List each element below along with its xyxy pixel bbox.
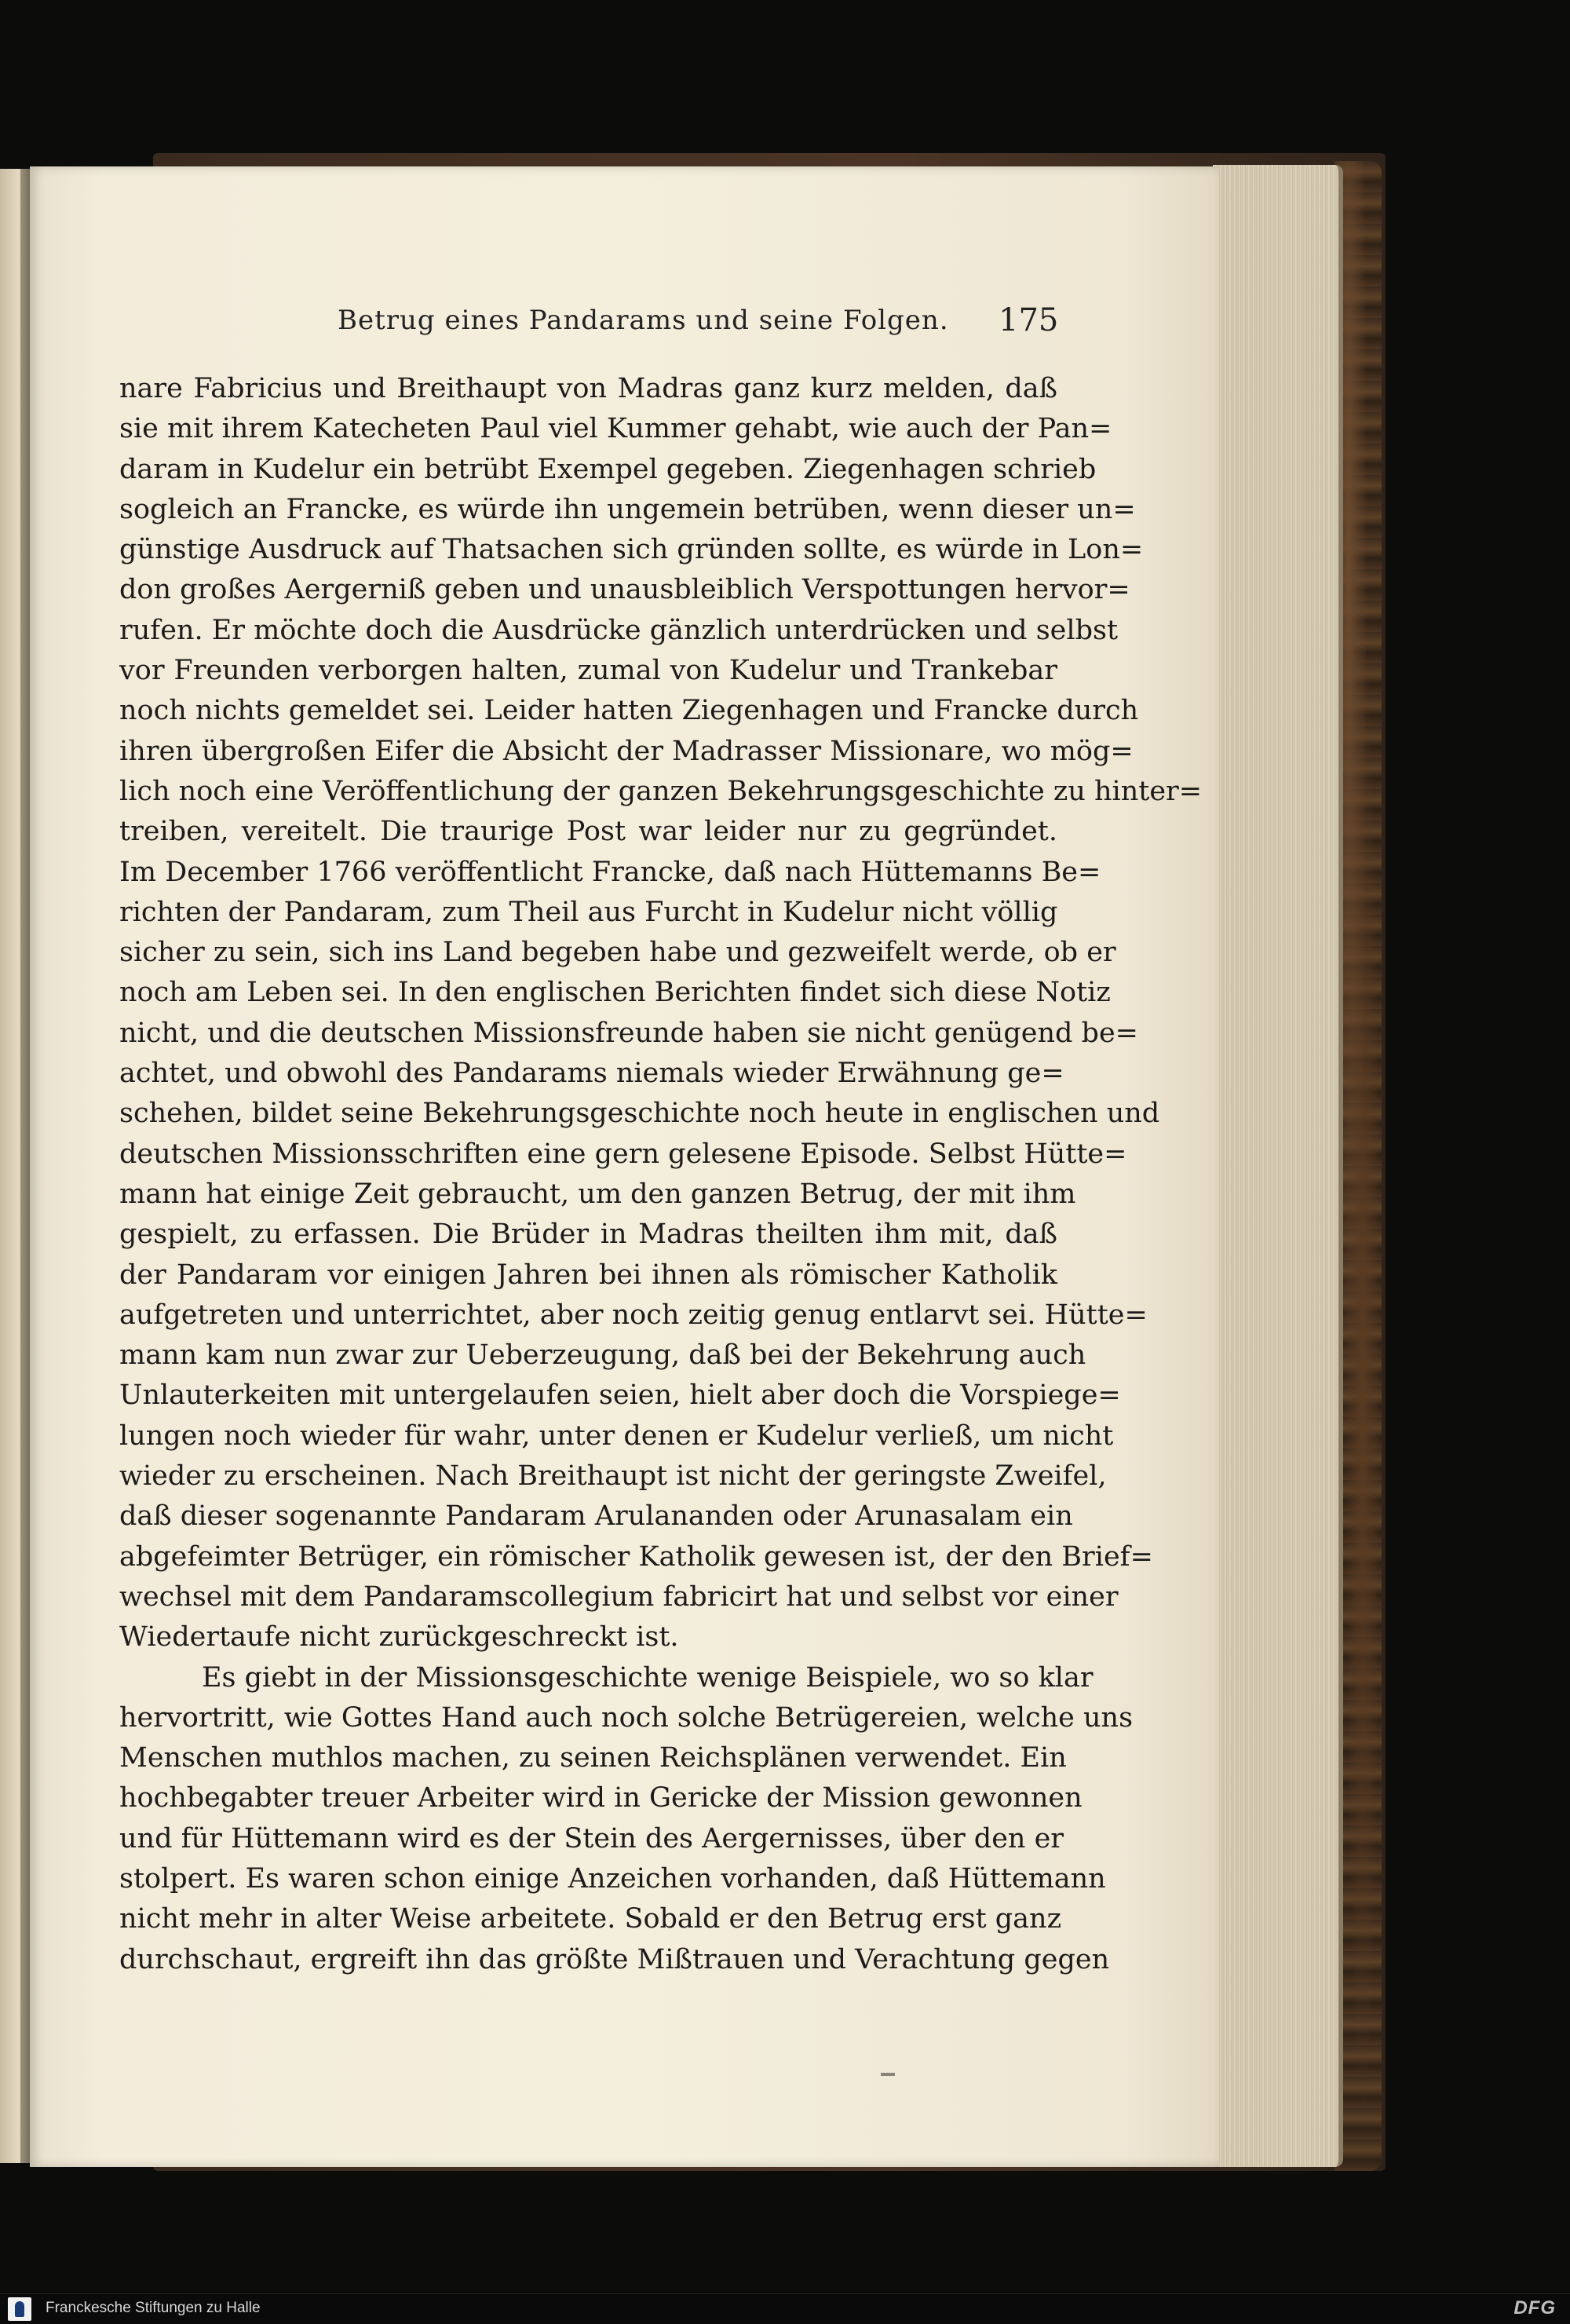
text-line: achtet, und obwohl des Pandarams niemals wieder Erwähnung ge=	[119, 1058, 1064, 1090]
printer-mark	[881, 2073, 895, 2076]
text-line: noch am Leben sei. In den englischen Berichten findet sich diese Notiz	[119, 977, 1111, 1009]
text-line: schehen, bildet seine Bekehrungsgeschichte noch heute in englischen und	[119, 1098, 1160, 1130]
text-line: sogleich an Francke, es würde ihn ungemein betrüben, wenn dieser un=	[119, 493, 1136, 525]
text-line: deutschen Missionsschriften eine gern gelesene Episode. Selbst Hütte=	[119, 1138, 1127, 1170]
running-head: Betrug eines Pandarams und seine Folgen.	[338, 305, 949, 336]
text-line: noch nichts gemeldet sei. Leider hatten Ziegenhagen und Francke durch	[119, 695, 1139, 727]
text-line: sie mit ihrem Katecheten Paul viel Kummer gehabt, wie auch der Pan=	[119, 413, 1112, 445]
text-line: mann kam nun zwar zur Ueberzeugung, daß bei der Bekehrung auch	[119, 1339, 1086, 1372]
text-line: vor Freunden verborgen halten, zumal von Kudelur und Trankebar	[119, 655, 1057, 687]
text-line: ihren übergroßen Eifer die Absicht der Madrasser Missionare, wo mög=	[119, 735, 1134, 767]
text-line: abgefeimter Betrüger, ein römischer Katholik gewesen ist, der den Brief=	[119, 1540, 1153, 1573]
page-edges	[1213, 165, 1343, 2167]
text-line: don großes Aergerniß geben und unausbleiblich Verspottungen hervor=	[119, 574, 1130, 606]
text-line: der Pandaram vor einigen Jahren bei ihnen als römischer Katholik	[119, 1259, 1057, 1291]
text-line: durchschaut, ergreift ihn das größte Mißtrauen und Verachtung gegen	[119, 1943, 1110, 1975]
text-line: Unlauterkeiten mit untergelaufen seien, hielt aber doch die Vorspiege=	[119, 1379, 1121, 1412]
paragraph-end-line: Wiedertaufe nicht zurückgeschreckt ist.	[119, 1621, 679, 1653]
text-line: gespielt, zu erfassen. Die Brüder in Madras theilten ihm mit, daß	[119, 1219, 1057, 1251]
text-line: hochbegabter treuer Arbeiter wird in Gericke der Mission gewonnen	[119, 1782, 1083, 1814]
page-number: 175	[999, 302, 1059, 338]
body-text	[119, 369, 1203, 1980]
text-line: treiben, vereitelt. Die traurige Post war leider nur zu gegründet.	[119, 816, 1057, 848]
text-line: nicht mehr in alter Weise arbeitete. Sobald er den Betrug erst ganz	[119, 1903, 1062, 1935]
text-line: mann hat einige Zeit gebraucht, um den ganzen Betrug, der mit ihm	[119, 1178, 1076, 1210]
text-line: stolpert. Es waren schon einige Anzeichen vorhanden, daß Hüttemann	[119, 1862, 1106, 1895]
paragraph-start-line: Es giebt in der Missionsgeschichte wenige Beispiele, wo so klar	[202, 1661, 1094, 1694]
sponsor-logo[interactable]: DFG	[1513, 2297, 1556, 2319]
text-line: sicher zu sein, sich ins Land begeben habe und gezweifelt werde, ob er	[119, 937, 1116, 969]
text-line: Menschen muthlos machen, zu seinen Reichsplänen verwendet. Ein	[119, 1742, 1067, 1774]
viewer-footer	[0, 2293, 1570, 2324]
text-line: Im December 1766 veröffentlicht Francke, daß nach Hüttemanns Be=	[119, 856, 1101, 888]
text-line: daram in Kudelur ein betrübt Exempel gegeben. Ziegenhagen schrieb	[119, 453, 1097, 485]
text-line: daß dieser sogenannte Pandaram Arulananden oder Arunasalam ein	[119, 1500, 1073, 1533]
institution-logo-icon[interactable]	[8, 2297, 31, 2321]
text-line: günstige Ausdruck auf Thatsachen sich gründen sollte, es würde in Lon=	[119, 534, 1144, 566]
text-line: lungen noch wieder für wahr, unter denen er Kudelur verließ, um nicht	[119, 1420, 1114, 1452]
text-line: richten der Pandaram, zum Theil aus Furcht in Kudelur nicht völlig	[119, 896, 1058, 928]
text-line: lich noch eine Veröffentlichung der ganzen Bekehrungsgeschichte zu hinter=	[119, 775, 1203, 807]
text-line: wieder zu erscheinen. Nach Breithaupt ist nicht der geringste Zweifel,	[119, 1460, 1107, 1493]
text-line: und für Hüttemann wird es der Stein des Aergernisses, über den er	[119, 1822, 1064, 1854]
text-line: hervortritt, wie Gottes Hand auch noch solche Betrügereien, welche uns	[119, 1701, 1134, 1734]
text-line: rufen. Er möchte doch die Ausdrücke gänzlich unterdrücken und selbst	[119, 614, 1119, 646]
institution-name[interactable]: Franckesche Stiftungen zu Halle	[46, 2300, 261, 2316]
text-line: aufgetreten und unterrichtet, aber noch zeitig genug entlarvt sei. Hütte=	[119, 1299, 1148, 1331]
text-line: wechsel mit dem Pandaramscollegium fabricirt hat und selbst vor einer	[119, 1580, 1119, 1613]
logo-emblem	[15, 2301, 24, 2317]
text-line: nicht, und die deutschen Missionsfreunde haben sie nicht genügend be=	[119, 1017, 1138, 1049]
text-line: nare Fabricius und Breithaupt von Madras ganz kurz melden, daß	[119, 373, 1057, 404]
